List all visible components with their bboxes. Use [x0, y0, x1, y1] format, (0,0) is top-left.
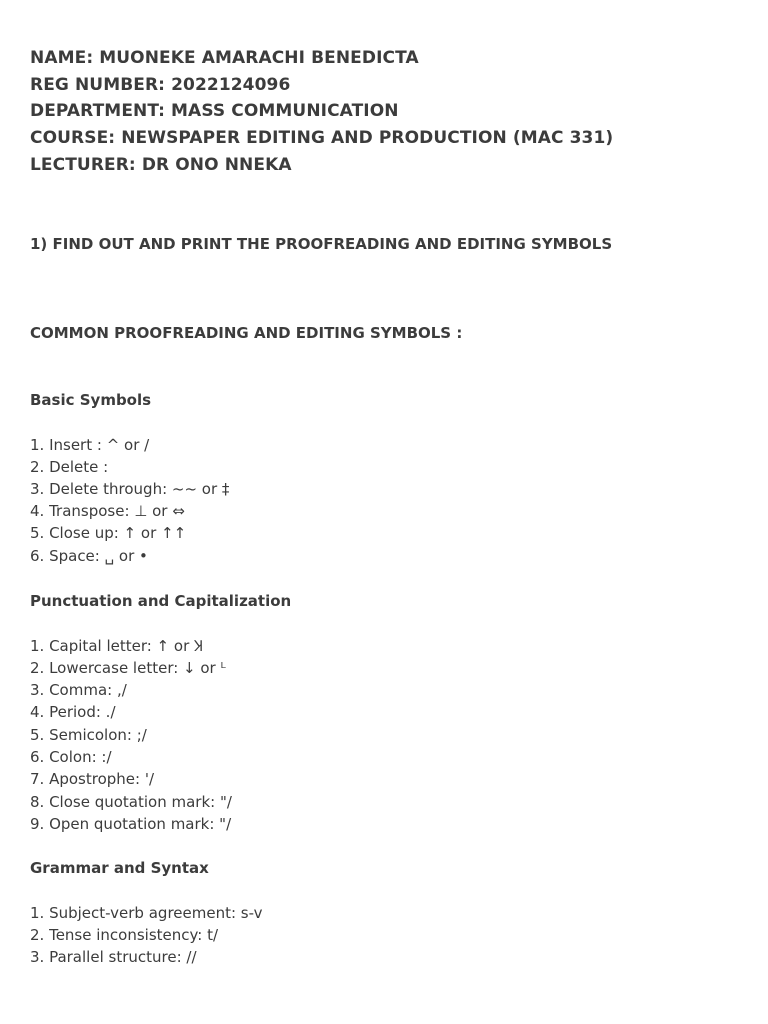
list-item: 9. Open quotation mark: "/ — [30, 815, 232, 833]
department: DEPARTMENT: MASS COMMUNICATION — [30, 101, 399, 121]
section-heading: COMMON PROOFREADING AND EDITING SYMBOLS : — [30, 324, 463, 342]
list-item: 3. Parallel structure: // — [30, 948, 197, 966]
list-item: 1. Capital letter: ↑ or Ʞ — [30, 637, 204, 655]
list-item: 5. Close up: ↑ or ↑↑ — [30, 524, 187, 542]
list-item: 1. Subject-verb agreement: s-v — [30, 904, 263, 922]
grammar-heading: Grammar and Syntax — [30, 859, 209, 877]
list-item: 2. Delete : — [30, 458, 109, 476]
list-item: 2. Tense inconsistency: t/ — [30, 926, 219, 944]
list-item: 3. Delete through: ~~ or ‡ — [30, 480, 230, 498]
lecturer: LECTURER: DR ONO NNEKA — [30, 155, 292, 175]
basic-symbols-heading: Basic Symbols — [30, 391, 152, 409]
list-item: 8. Close quotation mark: "/ — [30, 793, 232, 811]
list-item: 6. Colon: :/ — [30, 748, 112, 766]
list-item: 5. Semicolon: ;/ — [30, 726, 147, 744]
list-item: 7. Apostrophe: '/ — [30, 770, 155, 788]
list-item: 2. Lowercase letter: ↓ or ᴸ — [30, 659, 226, 677]
course: COURSE: NEWSPAPER EDITING AND PRODUCTION (MAC 331) — [30, 128, 614, 148]
question-heading: 1) FIND OUT AND PRINT THE PROOFREADING AND EDITING SYMBOLS — [30, 235, 613, 253]
student-name: NAME: MUONEKE AMARACHI BENEDICTA — [30, 48, 419, 68]
punctuation-heading: Punctuation and Capitalization — [30, 592, 292, 610]
list-item: 3. Comma: ,/ — [30, 681, 127, 699]
list-item: 4. Period: ./ — [30, 703, 116, 721]
reg-number: REG NUMBER: 2022124096 — [30, 75, 291, 95]
list-item: 1. Insert : ^ or / — [30, 436, 150, 454]
list-item: 4. Transpose: ⊥ or ⇔ — [30, 502, 185, 520]
list-item: 6. Space: ␣ or • — [30, 547, 148, 565]
